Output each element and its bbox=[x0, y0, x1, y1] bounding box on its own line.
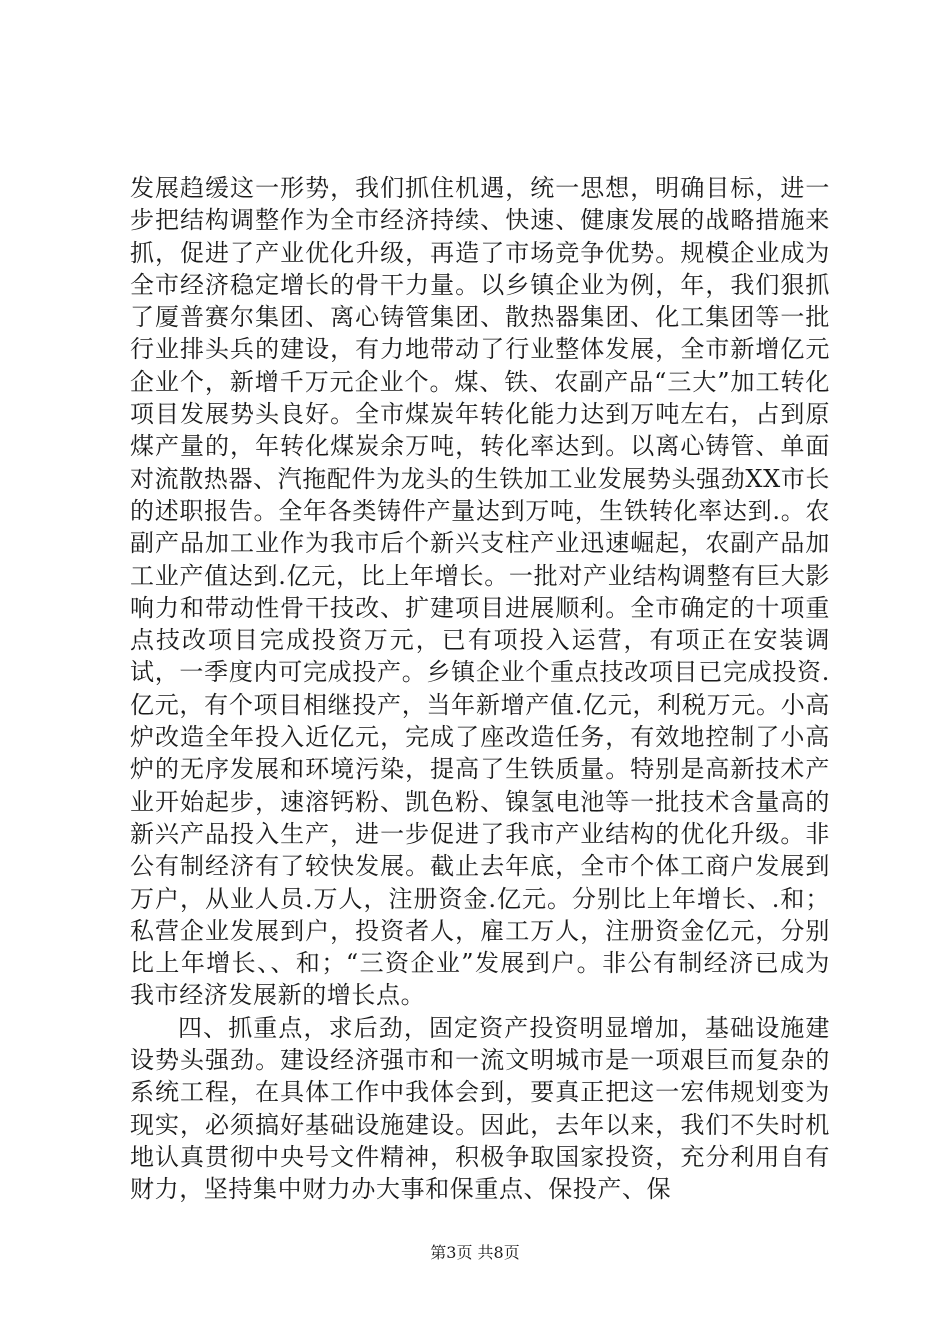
page-number-footer: 第3页 共8页 bbox=[430, 1243, 520, 1262]
paragraph-1: 发展趋缓这一形势，我们抓住机遇，统一思想，明确目标，进一步把结构调整作为全市经济持续、快速、健康发展的战略措施来抓，促进了产业优化升级，再造了市场竞争优势。规模企业成为全市经济稳定增长的骨干力量。以乡镇企业为例，年，我们狠抓了厦普赛尔集团、离心铸管集团、散热器集团、化工集团等一批行业排头兵的建设，有力地带动了行业整体发展，全市新增亿元企业个，新增千万元企业个。煤、铁、农副产品“三大”加工转化项目发展势头良好。全市煤炭年转化能力达到万吨左右，占到原煤产量的，年转化煤炭余万吨，转化率达到。以离心铸管、单面对流散热器、汽拖配件为龙头的生铁加工业发展势头强劲XX市长的述职报告。全年各类铸件产量达到万吨，生铁转化率达到.。农副产品加工业作为我市后个新兴支柱产业迅速崛起，农副产品加工业产值达到.亿元，比上年增长。一批对产业结构调整有巨大影响力和带动性骨干技改、扩建项目进展顺利。全市确定的十项重点技改项目完成投资万元，已有项投入运营，有项正在安装调试，一季度内可完成投产。乡镇企业个重点技改项目已完成投资.亿元，有个项目相继投产，当年新增产值.亿元，利税万元。小高炉改造全年投入近亿元，完成了座改造任务，有效地控制了小高炉的无序发展和环境污染，提高了生铁质量。特别是高新技术产业开始起步，速溶钙粉、凯色粉、镍氢电池等一批技术含量高的新兴产品投入生产，进一步促进了我市产业结构的优化升级。非公有制经济有了较快发展。截止去年底，全市个体工商户发展到万户，从业人员.万人，注册资金.亿元。分别比上年增长、.和；私营企业发展到户，投资者人，雇工万人，注册资金亿元，分别比上年增长、、和；“三资企业”发展到户。非公有制经济已成为我市经济发展新的增长点。 bbox=[130, 174, 830, 1010]
body-text bbox=[130, 172, 830, 1206]
paragraph-2: 四、抓重点，求后劲，固定资产投资明显增加，基础设施建设势头强劲。建设经济强市和一流文明城市是一项艰巨而复杂的系统工程，在具体工作中我体会到，要真正把这一宏伟规划变为现实，必须搞好基础设施建设。因此，去年以来，我们不失时机地认真贯彻中央号文件精神，积极争取国家投资，充分利用自有财力，坚持集中财力办大事和保重点、保投产、保 bbox=[130, 1013, 830, 1204]
